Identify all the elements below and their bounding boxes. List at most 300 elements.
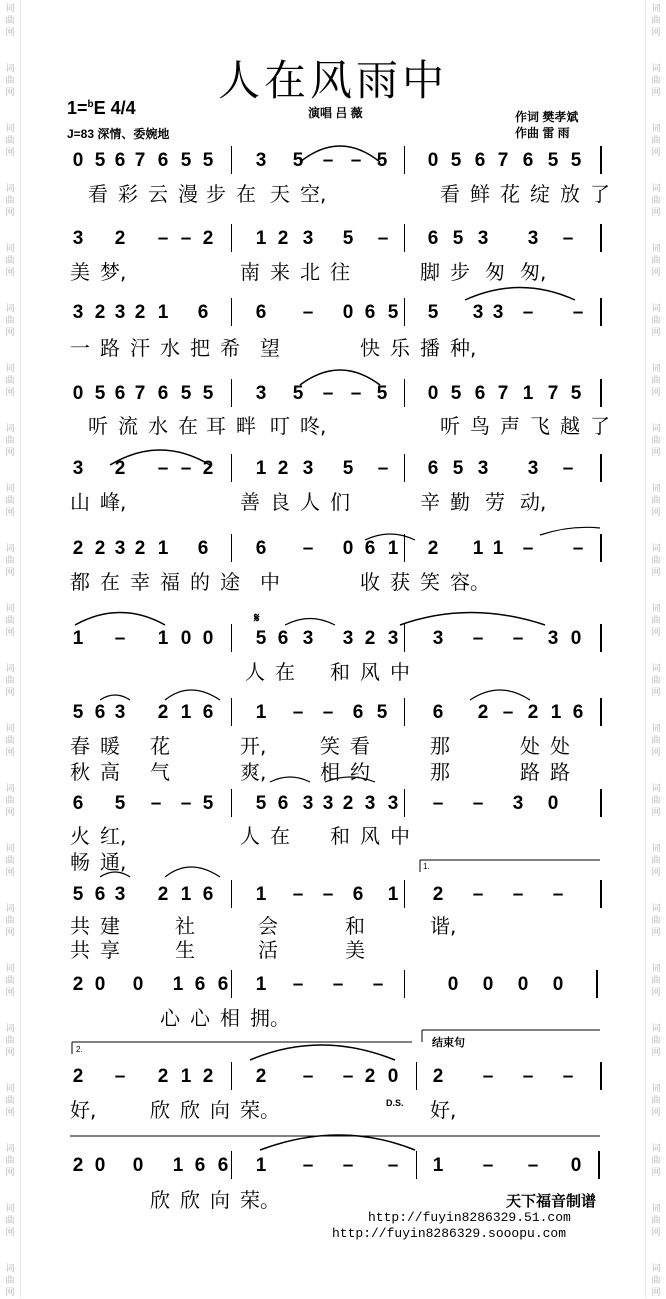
- note: –: [114, 1066, 126, 1087]
- note: –: [302, 538, 314, 559]
- bar-line: [416, 1151, 417, 1179]
- lyric-char: 气: [150, 760, 170, 784]
- score-row: [0, 702, 666, 726]
- watermark-char: 曲: [651, 736, 661, 746]
- note: 0: [517, 974, 529, 995]
- note: –: [114, 628, 126, 649]
- bar-line: [231, 1151, 232, 1179]
- lyric-char: 高: [100, 760, 120, 784]
- bar-line: [404, 146, 405, 174]
- bar-line: [404, 624, 405, 652]
- lyric-char: 中: [260, 570, 280, 594]
- lyric-char: 耳: [206, 414, 226, 438]
- watermark-char: 词: [5, 844, 15, 854]
- note: 5: [570, 150, 582, 171]
- note: 3: [342, 628, 354, 649]
- note: 3: [432, 628, 444, 649]
- note: 6: [427, 228, 439, 249]
- note: 5: [292, 383, 304, 404]
- note: 2: [432, 1066, 444, 1087]
- lyric-char: 和: [330, 660, 350, 684]
- watermark-char: 曲: [651, 496, 661, 506]
- lyric-char: 放: [560, 182, 580, 206]
- bar-line: [404, 880, 405, 908]
- lyric-char: 在: [275, 660, 295, 684]
- note: –: [522, 302, 534, 323]
- lyric-char: 流: [118, 414, 138, 438]
- lyric-char: 花: [150, 734, 170, 758]
- note: 6: [217, 974, 229, 995]
- lyric-char: 在: [236, 182, 256, 206]
- bar-line: [231, 534, 232, 562]
- lyric-char: 获: [390, 570, 410, 594]
- lyric-char: 相: [220, 1006, 240, 1030]
- bar-line: [416, 1062, 417, 1090]
- note: 1: [180, 702, 192, 723]
- lyric-char: 往: [330, 260, 350, 284]
- watermark-char: 曲: [5, 256, 15, 266]
- url-1[interactable]: http://fuyin8286329.51.com: [368, 1210, 571, 1225]
- watermark-char: 网: [5, 568, 15, 578]
- note: 2: [157, 884, 169, 905]
- note: 5: [450, 150, 462, 171]
- note: 3: [527, 458, 539, 479]
- watermark-char: 曲: [651, 916, 661, 926]
- watermark-char: 网: [651, 508, 661, 518]
- lyric-char: 心: [190, 1006, 210, 1030]
- note: 6: [157, 383, 169, 404]
- watermark-char: 曲: [651, 856, 661, 866]
- lyric-char: 脚: [420, 260, 440, 284]
- watermark-char: 曲: [651, 316, 661, 326]
- watermark-char: 网: [5, 628, 15, 638]
- watermark-char: 曲: [651, 976, 661, 986]
- watermark-char: 网: [5, 388, 15, 398]
- bar-line: [404, 379, 405, 407]
- bar-line: [231, 146, 232, 174]
- lyric-char: 建: [100, 914, 120, 938]
- watermark-char: 词: [5, 4, 15, 14]
- note: 1: [157, 628, 169, 649]
- watermark-char: 词: [651, 784, 661, 794]
- note: 3: [302, 793, 314, 814]
- lyric-char: 秋: [70, 760, 90, 784]
- note: 0: [427, 383, 439, 404]
- note: 2: [72, 1155, 84, 1176]
- note: 2: [255, 1066, 267, 1087]
- note: 1: [522, 383, 534, 404]
- note: –: [512, 628, 524, 649]
- lyric-char: 春: [70, 734, 90, 758]
- watermark-char: 曲: [5, 136, 15, 146]
- lyric-line: [0, 730, 666, 758]
- note: 1: [255, 702, 267, 723]
- lyric-line: [0, 1002, 666, 1030]
- watermark-char: 网: [5, 448, 15, 458]
- lyric-line: [0, 486, 666, 514]
- note: 6: [94, 702, 106, 723]
- note: 0: [387, 1066, 399, 1087]
- watermark-char: 网: [5, 208, 15, 218]
- note: 2: [527, 702, 539, 723]
- note: –: [377, 228, 389, 249]
- bar-line: [404, 789, 405, 817]
- note: –: [502, 702, 514, 723]
- watermark-char: 曲: [5, 976, 15, 986]
- watermark-char: 网: [5, 688, 15, 698]
- note: 2: [134, 302, 146, 323]
- lyric-char: 途: [220, 570, 240, 594]
- ds-mark: D.S.: [386, 1098, 404, 1108]
- lyric-char: 美: [345, 938, 365, 962]
- note: 6: [114, 150, 126, 171]
- note: 2: [94, 302, 106, 323]
- watermark-char: 曲: [5, 1156, 15, 1166]
- note: –: [472, 793, 484, 814]
- lyric-char: 梦,: [100, 260, 127, 284]
- lyric-char: 福: [160, 570, 180, 594]
- watermark-char: 词: [5, 604, 15, 614]
- lyric-char: 种,: [450, 336, 477, 360]
- bar-line: [404, 298, 405, 326]
- watermark-char: 词: [651, 664, 661, 674]
- lyric-char: 看: [350, 734, 370, 758]
- watermark-char: 曲: [5, 616, 15, 626]
- note: 2: [477, 702, 489, 723]
- note: 2: [202, 228, 214, 249]
- lyric-char: 欣: [150, 1098, 170, 1122]
- bar-line: [231, 789, 232, 817]
- note: 3: [72, 228, 84, 249]
- score-row: [0, 793, 666, 817]
- lyric-char: 社: [175, 914, 195, 938]
- lyric-char: 那: [430, 734, 450, 758]
- lyric-char: 和: [330, 824, 350, 848]
- lyric-char: 听: [440, 414, 460, 438]
- lyric-char: 谐,: [430, 914, 457, 938]
- lyric-char: 容。: [450, 570, 490, 594]
- note: 5: [376, 383, 388, 404]
- note: 3: [387, 793, 399, 814]
- note: 7: [134, 383, 146, 404]
- note: –: [322, 383, 334, 404]
- note: 1: [157, 302, 169, 323]
- note: 6: [364, 538, 376, 559]
- watermark-char: 网: [651, 1048, 661, 1058]
- note: 3: [527, 228, 539, 249]
- watermark-char: 曲: [5, 376, 15, 386]
- note: –: [377, 458, 389, 479]
- note: –: [482, 1155, 494, 1176]
- watermark-char: 曲: [5, 1216, 15, 1226]
- note: 6: [255, 302, 267, 323]
- lyric-char: 鸟: [470, 414, 490, 438]
- lyric-char: 开,: [240, 734, 267, 758]
- note: 6: [157, 150, 169, 171]
- bar-line: [600, 789, 602, 817]
- watermark-char: 曲: [5, 556, 15, 566]
- note: 5: [452, 458, 464, 479]
- bar-line: [600, 1062, 602, 1090]
- lyric-char: 荣。: [240, 1188, 280, 1212]
- bar-line: [600, 454, 602, 482]
- note: 6: [427, 458, 439, 479]
- watermark-char: 网: [5, 88, 15, 98]
- lyric-char: 乐: [390, 336, 410, 360]
- lyric-char: 空,: [300, 182, 327, 206]
- watermark-char: 词: [651, 1084, 661, 1094]
- bar-line: [598, 1151, 600, 1179]
- note: –: [180, 458, 192, 479]
- note: 6: [194, 1155, 206, 1176]
- score-row: [0, 538, 666, 562]
- watermark-char: 词: [5, 304, 15, 314]
- lyric-char: 了: [590, 182, 610, 206]
- lyric-char: 会: [258, 914, 278, 938]
- watermark-char: 网: [5, 1168, 15, 1178]
- note: –: [562, 458, 574, 479]
- lyric-char: 了: [590, 414, 610, 438]
- note: 3: [114, 302, 126, 323]
- note: 0: [570, 1155, 582, 1176]
- lyric-char: 快: [360, 336, 380, 360]
- lyric-char: 通,: [100, 850, 127, 874]
- watermark-char: 词: [651, 484, 661, 494]
- lyric-line-verse-2: [0, 756, 666, 784]
- note: –: [562, 228, 574, 249]
- watermark-char: 曲: [5, 1036, 15, 1046]
- note: –: [387, 1155, 399, 1176]
- watermark-char: 曲: [5, 496, 15, 506]
- note: 1: [255, 458, 267, 479]
- watermark-char: 网: [651, 1228, 661, 1238]
- note: 7: [497, 383, 509, 404]
- note: 7: [497, 150, 509, 171]
- watermark-char: 词: [651, 604, 661, 614]
- note: 5: [114, 793, 126, 814]
- lyric-char: 动,: [520, 490, 547, 514]
- note: –: [472, 628, 484, 649]
- lyric-char: 彩: [118, 182, 138, 206]
- watermark-char: 词: [651, 4, 661, 14]
- lyric-char: 人: [300, 490, 320, 514]
- note: 2: [277, 228, 289, 249]
- lyric-char: 勤: [450, 490, 470, 514]
- note: –: [157, 458, 169, 479]
- lyric-char: 望: [260, 336, 280, 360]
- watermark-char: 网: [651, 88, 661, 98]
- lyric-char: 风: [360, 824, 380, 848]
- note: 1: [432, 1155, 444, 1176]
- note: 2: [342, 793, 354, 814]
- watermark-char: 网: [5, 328, 15, 338]
- note: 0: [547, 793, 559, 814]
- lyric-char: 在: [270, 824, 290, 848]
- lyric-line-verse-2: [0, 846, 666, 874]
- lyric-char: 笑: [420, 570, 440, 594]
- lyric-line: [0, 332, 666, 360]
- bar-line: [231, 880, 232, 908]
- note: –: [512, 884, 524, 905]
- watermark-char: 曲: [5, 196, 15, 206]
- watermark-char: 网: [651, 988, 661, 998]
- note: 5: [376, 702, 388, 723]
- lyric-char: 收: [360, 570, 380, 594]
- watermark-char: 网: [651, 328, 661, 338]
- note: –: [522, 1066, 534, 1087]
- note: 5: [94, 150, 106, 171]
- watermark-char: 词: [651, 1204, 661, 1214]
- watermark-char: 词: [5, 724, 15, 734]
- lyric-char: 叮: [270, 414, 290, 438]
- lyric-char: 南: [240, 260, 260, 284]
- lyric-char: 花: [500, 182, 520, 206]
- lyric-line: [0, 178, 666, 206]
- lyric-char: 飞: [530, 414, 550, 438]
- watermark-char: 网: [651, 388, 661, 398]
- note: 0: [552, 974, 564, 995]
- note: –: [302, 1155, 314, 1176]
- lyric-char: 看: [440, 182, 460, 206]
- note: 3: [492, 302, 504, 323]
- watermark-char: 词: [5, 184, 15, 194]
- note: –: [552, 884, 564, 905]
- bar-line: [404, 224, 405, 252]
- note: 0: [427, 150, 439, 171]
- watermark-char: 曲: [651, 616, 661, 626]
- watermark-char: 词: [5, 964, 15, 974]
- lyricist-credit: 作词 樊孝斌: [515, 110, 579, 124]
- note: 5: [292, 150, 304, 171]
- watermark-char: 词: [5, 1264, 15, 1274]
- bar-line: [404, 534, 405, 562]
- note: 5: [180, 383, 192, 404]
- watermark-char: 词: [5, 544, 15, 554]
- watermark-char: 词: [5, 904, 15, 914]
- watermark-char: 曲: [5, 76, 15, 86]
- lyric-char: 人: [245, 660, 265, 684]
- note: –: [372, 974, 384, 995]
- bar-line: [404, 698, 405, 726]
- lyric-char: 爽,: [240, 760, 267, 784]
- tempo-marking: J=83 深情、委婉地: [67, 127, 170, 141]
- watermark-char: 网: [5, 1048, 15, 1058]
- engraver-credit: 天下福音制谱: [505, 1192, 596, 1210]
- note: 2: [427, 538, 439, 559]
- note: 6: [202, 702, 214, 723]
- lyric-char: 和: [345, 914, 365, 938]
- note: 6: [194, 974, 206, 995]
- note: 5: [450, 383, 462, 404]
- note: 1: [255, 1155, 267, 1176]
- note: 0: [482, 974, 494, 995]
- lyric-line: [0, 820, 666, 848]
- lyric-char: 善: [240, 490, 260, 514]
- lyric-char: 一: [70, 336, 90, 360]
- bar-line: [596, 970, 598, 998]
- lyric-char: 好,: [430, 1098, 457, 1122]
- note: 5: [452, 228, 464, 249]
- lyric-line: [0, 656, 666, 684]
- note: –: [180, 228, 192, 249]
- note: 1: [72, 628, 84, 649]
- watermark-char: 网: [5, 928, 15, 938]
- lyric-char: 欣: [180, 1188, 200, 1212]
- lyric-char: 云: [148, 182, 168, 206]
- note: –: [322, 150, 334, 171]
- lyric-char: 畅: [70, 850, 90, 874]
- lyric-char: 良: [270, 490, 290, 514]
- watermark-char: 网: [651, 148, 661, 158]
- watermark-char: 网: [5, 1228, 15, 1238]
- note: 0: [132, 1155, 144, 1176]
- watermark-char: 词: [5, 1024, 15, 1034]
- watermark-char: 曲: [651, 76, 661, 86]
- lyric-char: 们: [330, 490, 350, 514]
- note: –: [322, 702, 334, 723]
- bar-line: [404, 454, 405, 482]
- lyric-char: 共: [70, 914, 90, 938]
- note: 5: [72, 702, 84, 723]
- note: 6: [197, 302, 209, 323]
- volta-1-label: 1.: [423, 862, 430, 871]
- watermark-char: 曲: [651, 796, 661, 806]
- lyric-char: 山: [70, 490, 90, 514]
- watermark-char: 曲: [651, 1276, 661, 1286]
- note: 0: [342, 302, 354, 323]
- watermark-char: 网: [5, 1108, 15, 1118]
- note: 6: [72, 793, 84, 814]
- bar-line: [600, 379, 602, 407]
- watermark-char: 网: [651, 628, 661, 638]
- note: 6: [114, 383, 126, 404]
- note: 1: [387, 538, 399, 559]
- note: –: [432, 793, 444, 814]
- lyric-char: 听: [88, 414, 108, 438]
- note: 7: [134, 150, 146, 171]
- bar-line: [600, 146, 602, 174]
- note: 2: [72, 974, 84, 995]
- note: –: [302, 302, 314, 323]
- note: 0: [180, 628, 192, 649]
- lyric-char: 把: [190, 336, 210, 360]
- lyric-char: 步: [206, 182, 226, 206]
- watermark-char: 网: [651, 28, 661, 38]
- watermark-char: 词: [5, 1084, 15, 1094]
- note: 1: [255, 884, 267, 905]
- watermark-char: 网: [651, 568, 661, 578]
- watermark-char: 词: [5, 784, 15, 794]
- note: 0: [94, 974, 106, 995]
- note: 2: [432, 884, 444, 905]
- lyric-char: 的: [190, 570, 210, 594]
- lyric-char: 看: [88, 182, 108, 206]
- watermark-char: 曲: [651, 196, 661, 206]
- lyric-char: 约: [350, 760, 370, 784]
- note: 2: [157, 1066, 169, 1087]
- url-2[interactable]: http://fuyin8286329.sooopu.com: [332, 1226, 567, 1241]
- note: 5: [94, 383, 106, 404]
- watermark-char: 网: [5, 808, 15, 818]
- watermark-char: 词: [651, 904, 661, 914]
- watermark-char: 网: [5, 148, 15, 158]
- lyric-char: 来: [270, 260, 290, 284]
- note: –: [527, 1155, 539, 1176]
- watermark-char: 词: [651, 724, 661, 734]
- note: 6: [352, 702, 364, 723]
- note: 0: [202, 628, 214, 649]
- note: 5: [202, 793, 214, 814]
